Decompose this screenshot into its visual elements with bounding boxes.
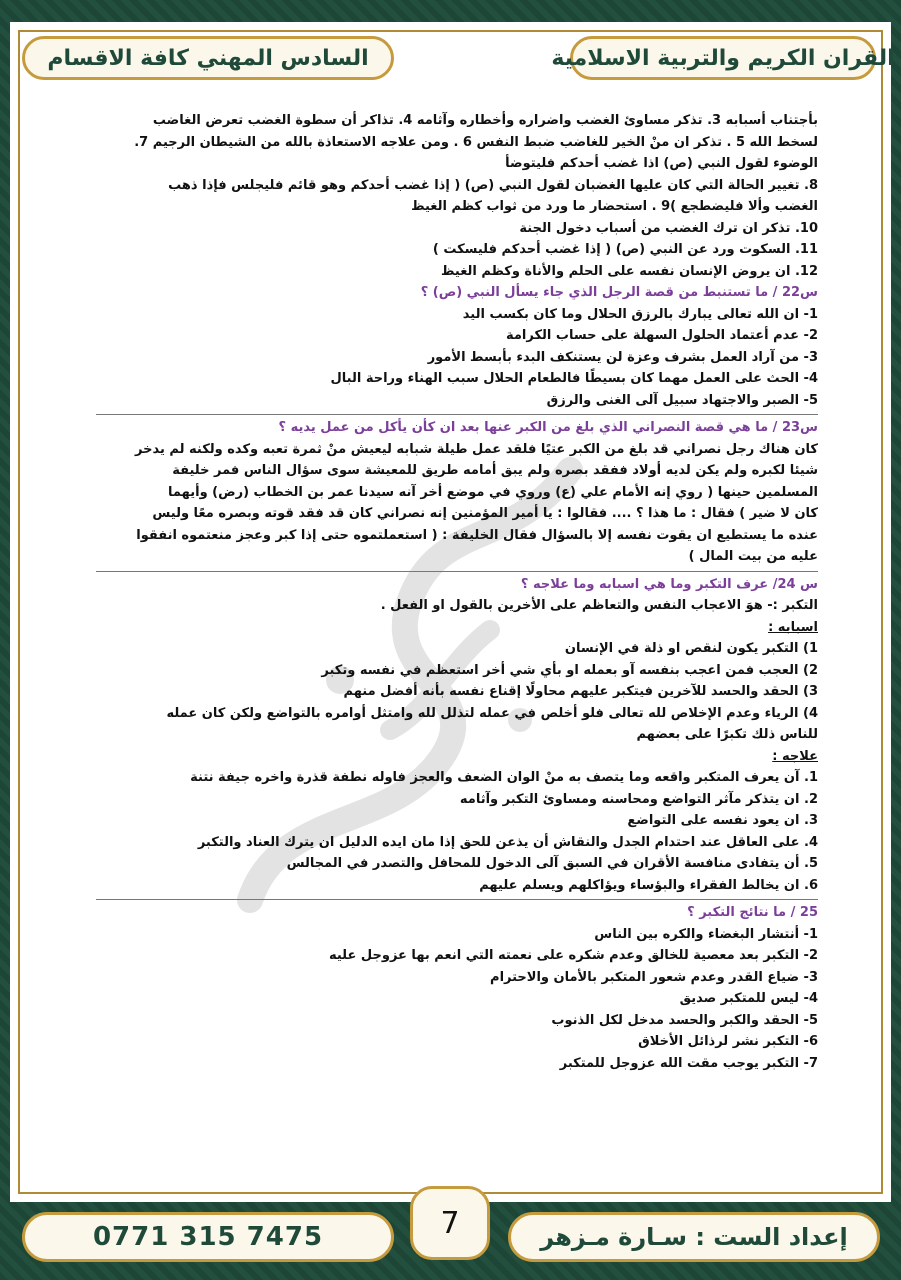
- list-item: 1) التكبر يكون لنقص او ذلة في الإنسان: [564, 641, 818, 656]
- list-item: 1- ان الله تعالى يبارك بالرزق الحلال وما كان بكسب اليد: [462, 306, 818, 322]
- text-line: شيئا لكبره ولم يكن لديه أولاد ففقد بصره ولم يبق أمامه طريق للمعيشة سوى سؤال الناس فمر خليفة: [172, 463, 818, 478]
- text-line: الغضب وألا فليضطجع )9 . استحضار ما ورد من ثواب كظم الغيظ: [411, 199, 818, 214]
- list-item: 3- من آراد العمل بشرف وعزة لن يستنكف البدء بأبسط الأمور: [427, 349, 818, 365]
- question-title: س 24/ عرف التكبر وما هي اسبابه وما علاجه ؟: [520, 576, 818, 592]
- list-item: للناس ذلك تكبرًا على بعضهم: [636, 727, 818, 742]
- list-item: 3- ضياع القدر وعدم شعور المتكبر بالأمان والاحترام: [490, 969, 818, 985]
- list-item: 4- ليس للمتكبر صديق: [679, 991, 818, 1006]
- intro-section: [96, 110, 818, 282]
- question-23: [96, 417, 818, 568]
- section-divider: [96, 414, 818, 415]
- list-item: 1- أنتشار البغضاء والكره بين الناس: [594, 926, 818, 942]
- subject-banner: [551, 36, 895, 80]
- question-title: س22 / ما تستنبط من قصة الرجل الذي جاء يسأل النبي (ص) ؟: [420, 285, 818, 300]
- grade-banner: [22, 36, 394, 80]
- page-number-badge: [410, 1186, 490, 1260]
- list-item: 2. ان يتذكر مآثر التواضع ومحاسنه ومساوئ التكبر وآثامه: [459, 791, 818, 807]
- list-item: 4- الحث على العمل مهما كان بسيطًا فالطعام الحلال سبب الهناء وراحة البال: [330, 371, 818, 386]
- list-item: 2- عدم أعتماد الحلول السهلة على حساب الكرامة: [506, 328, 818, 343]
- text-line: كان لا ضير ) فقال : ما هذا ؟ .... فقالوا : يا أمير المؤمنين إنه نصراني كان قد فقد قوته وبصره معًا وليس: [152, 506, 818, 521]
- text-line: الوضوء لقول النبي (ص) اذا غضب أحدكم فليتوضأ: [505, 156, 818, 171]
- section-divider: [96, 899, 818, 900]
- phone-number: 0771 315 7475: [92, 1222, 324, 1252]
- list-item: 2) العجب فمن اعجب بنفسه آو بعمله او بأي شي أخر استعظم في نفسه وتكبر: [321, 662, 818, 678]
- question-25: [96, 902, 818, 1074]
- text-line: 8. تغيير الحالة التي كان عليها الغضبان لقول النبي (ص) ( إذا غضب أحدكم وهو قائم فليجلس فإذا ذهب: [168, 177, 818, 193]
- question-title: 25 / ما نتائج التكبر ؟: [687, 905, 818, 920]
- text-line: كان هناك رجل نصراني قد بلغ من الكبر عتيًا فلقد عمل طيلة شبابه ليعيش منْ ثمرة تعبه وكده ولكنه لم يدخر: [135, 441, 818, 457]
- main-content: [96, 110, 818, 1140]
- list-item: 7- التكبر يوجب مقت الله عزوجل للمتكبر: [559, 1055, 818, 1071]
- question-22: [96, 282, 818, 411]
- list-item: 3) الحقد والحسد للآخرين فيتكبر عليهم محاولًا إقناع نفسه بأنه أفضل منهم: [343, 684, 818, 699]
- list-item: 6- التكبر نشر لرذائل الأخلاق: [638, 1034, 818, 1049]
- author-banner: [508, 1212, 880, 1262]
- list-item: 6. ان يخالط الفقراء والبؤساء ويؤاكلهم ويسلم عليهم: [479, 877, 818, 893]
- list-item: 5. أن يتفادى منافسة الأقران في السبق آلى الدخول للمحافل والتصدر في المجالس: [286, 856, 818, 871]
- section-divider: [96, 571, 818, 572]
- subject-title: القران الكريم والتربية الاسلامية: [551, 45, 895, 71]
- text-line: بأجتناب أسبابه 3. تذكر مساوئ الغضب واضراره وأخطاره وآثامه 4. تذاكر أن سطوة الغضب تعرض الغاضب: [152, 113, 818, 128]
- question-24: [96, 574, 818, 897]
- text-line: 11. السكوت ورد عن النبي (ص) ( إذا غضب أحدكم فليسكت ): [432, 242, 818, 257]
- causes-label: اسبابه :: [768, 619, 818, 635]
- cure-label: علاجه :: [772, 748, 818, 764]
- text-line: 10. تذكر ان ترك الغضب من أسباب دخول الجنة: [519, 220, 818, 236]
- text-line: عليه من بيت المال ): [688, 549, 818, 564]
- list-item: 1. آن يعرف المتكبر واقعه وما يتصف به منْ الوان الضعف والعجز فاوله نطفة قذرة واخره جيفة نتنة: [190, 770, 818, 785]
- list-item: 5- الحقد والكبر والحسد مدخل لكل الذنوب: [551, 1012, 818, 1028]
- list-item: 4) الرياء وعدم الإخلاص لله تعالى فلو أخلص في عمله لتذلل لله وامتثل أوامره بالتواضع ولكن كان عمله: [166, 705, 818, 721]
- definition: التكبر :- هوَ الاعجاب النفس والتعاظم على الأخرين بالقول او الفعل .: [380, 598, 818, 613]
- page-number: 7: [440, 1205, 460, 1241]
- list-item: 5- الصبر والاجتهاد سبيل آلى الغنى والرزق: [546, 392, 818, 408]
- question-title: س23 / ما هي قصة النصراني الذي بلغ من الكبر عنها بعد ان كأن يأكل من عمل يديه ؟: [278, 420, 818, 435]
- list-item: 3. ان يعود نفسه على التواضع: [627, 813, 818, 828]
- list-item: 2- التكبر بعد معصية للخالق وعدم شكره على نعمته التي انعم بها عزوجل عليه: [328, 948, 818, 963]
- grade-title: السادس المهني كافة الاقسام: [47, 45, 369, 71]
- phone-banner: [22, 1212, 394, 1262]
- text-line: المسلمين حينها ( روي إنه الأمام علي (ع) وروي في موضع أخر آنه سيدنا عمر بن الخطاب (رض) وأيهما: [168, 484, 818, 500]
- text-line: لسخط الله 5 . تذكر ان منْ الخير للغاضب ضبط النفس 6 . ومن علاجه الاستعاذة بالله من الشيطان الرجيم 7.: [134, 134, 818, 150]
- author-name: إعداد الست : سـارة مـزهر: [540, 1223, 848, 1251]
- text-line: عنده ما يستطيع ان يقوت نفسه إلا بالسؤال فقال الخليفة : ( استعملتموه حتى إذا كبر وعجز منعتموه انفقوا: [136, 527, 818, 543]
- text-line: 12. ان يروض الإنسان نفسه على الحلم والأناة وكظم الغيظ: [440, 263, 818, 279]
- list-item: 4. على العاقل عند احتدام الجدل والنقاش أن يذعن للحق إذا مان ايده الدليل ان يترك العناد والتكبر: [197, 834, 818, 850]
